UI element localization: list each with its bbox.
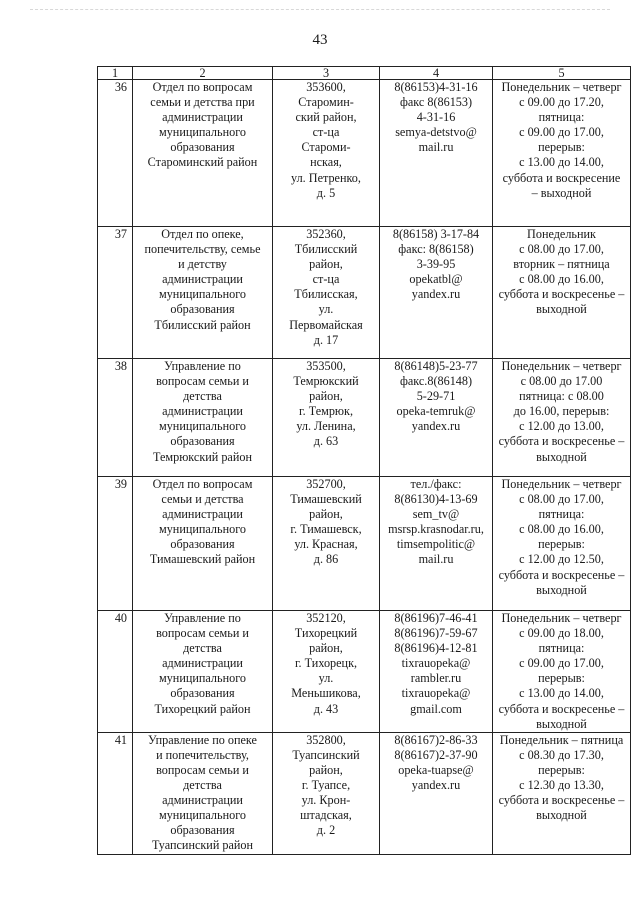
institutions-table	[97, 66, 631, 855]
contacts: 8(86148)5-23-77 факс.8(86148) 5-29-71 opeka-temruk@ yandex.ru	[380, 359, 493, 477]
table-row	[98, 477, 631, 611]
institution-name: Отдел по опеке, попечительству, семье и детству администрации муниципального образования Тбилисский район	[133, 227, 273, 359]
contacts: тел./факс: 8(86130)4-13-69 sem_tv@ msrsp.krasnodar.ru, timsempolitic@ mail.ru	[380, 477, 493, 611]
institution-name: Управление по вопросам семьи и детства администрации муниципального образования Тихорецкий район	[133, 611, 273, 733]
contacts: 8(86196)7-46-41 8(86196)7-59-67 8(86196)4-12-81 tixrauopeka@ rambler.ru tixrauopeka@ gmail.com	[380, 611, 493, 733]
institution-name: Управление по опеке и попечительству, вопросам семьи и детства администрации муниципального образования Туапсинский район	[133, 732, 273, 854]
address: 352700, Тимашевский район, г. Тимашевск, ул. Красная, д. 86	[273, 477, 380, 611]
header-col-3: 3	[273, 67, 380, 80]
row-number: 41	[98, 732, 133, 854]
working-hours: Понедельник с 08.00 до 17.00, вторник – пятница с 08.00 до 16.00, суббота и воскресенье – выходной	[493, 227, 631, 359]
working-hours: Понедельник – пятница с 08.30 до 17.30, перерыв: с 12.30 до 13.30, суббота и воскресенье – выходной	[493, 732, 631, 854]
working-hours: Понедельник – четверг с 08.00 до 17.00 пятница: с 08.00 до 16.00, перерыв: с 12.00 до 13.00, суббота и воскресенье – выходной	[493, 359, 631, 477]
scan-artifact-line	[30, 9, 610, 10]
row-number: 36	[98, 80, 133, 227]
header-col-4: 4	[380, 67, 493, 80]
header-col-5: 5	[493, 67, 631, 80]
contacts: 8(86153)4-31-16 факс 8(86153) 4-31-16 semya-detstvo@ mail.ru	[380, 80, 493, 227]
row-number: 40	[98, 611, 133, 733]
working-hours: Понедельник – четверг с 08.00 до 17.00, пятница: с 08.00 до 16.00, перерыв: с 12.00 до 12.50, суббота и воскресенье – выходной	[493, 477, 631, 611]
row-number: 39	[98, 477, 133, 611]
table-row	[98, 80, 631, 227]
working-hours: Понедельник – четверг с 09.00 до 18.00, пятница: с 09.00 до 17.00, перерыв: с 13.00 до 14.00, суббота и воскресенье – выходной	[493, 611, 631, 733]
table-header-row	[98, 67, 631, 80]
address: 353500, Темрюкский район, г. Темрюк, ул. Ленина, д. 63	[273, 359, 380, 477]
table-row	[98, 227, 631, 359]
address: 352120, Тихорецкий район, г. Тихорецк, ул. Меньшикова, д. 43	[273, 611, 380, 733]
table-row	[98, 359, 631, 477]
row-number: 37	[98, 227, 133, 359]
header-col-2: 2	[133, 67, 273, 80]
address: 352360, Тбилисский район, ст-ца Тбилисская, ул. Первомайская д. 17	[273, 227, 380, 359]
table-row	[98, 611, 631, 733]
institution-name: Отдел по вопросам семьи и детства администрации муниципального образования Тимашевский район	[133, 477, 273, 611]
address: 352800, Туапсинский район, г. Туапсе, ул. Крон- штадская, д. 2	[273, 732, 380, 854]
row-number: 38	[98, 359, 133, 477]
institution-name: Отдел по вопросам семьи и детства при администрации муниципального образования Староминский район	[133, 80, 273, 227]
table-row	[98, 732, 631, 854]
address: 353600, Старомин- ский район, ст-ца Староми- нская, ул. Петренко, д. 5	[273, 80, 380, 227]
contacts: 8(86167)2-86-33 8(86167)2-37-90 opeka-tuapse@ yandex.ru	[380, 732, 493, 854]
institution-name: Управление по вопросам семьи и детства администрации муниципального образования Темрюкский район	[133, 359, 273, 477]
header-col-1: 1	[98, 67, 133, 80]
page-number: 43	[312, 32, 328, 48]
contacts: 8(86158) 3-17-84 факс: 8(86158) 3-39-95 opekatbl@ yandex.ru	[380, 227, 493, 359]
working-hours: Понедельник – четверг с 09.00 до 17.20, пятница: с 09.00 до 17.00, перерыв: с 13.00 до 14.00, суббота и воскресение – выходной	[493, 80, 631, 227]
